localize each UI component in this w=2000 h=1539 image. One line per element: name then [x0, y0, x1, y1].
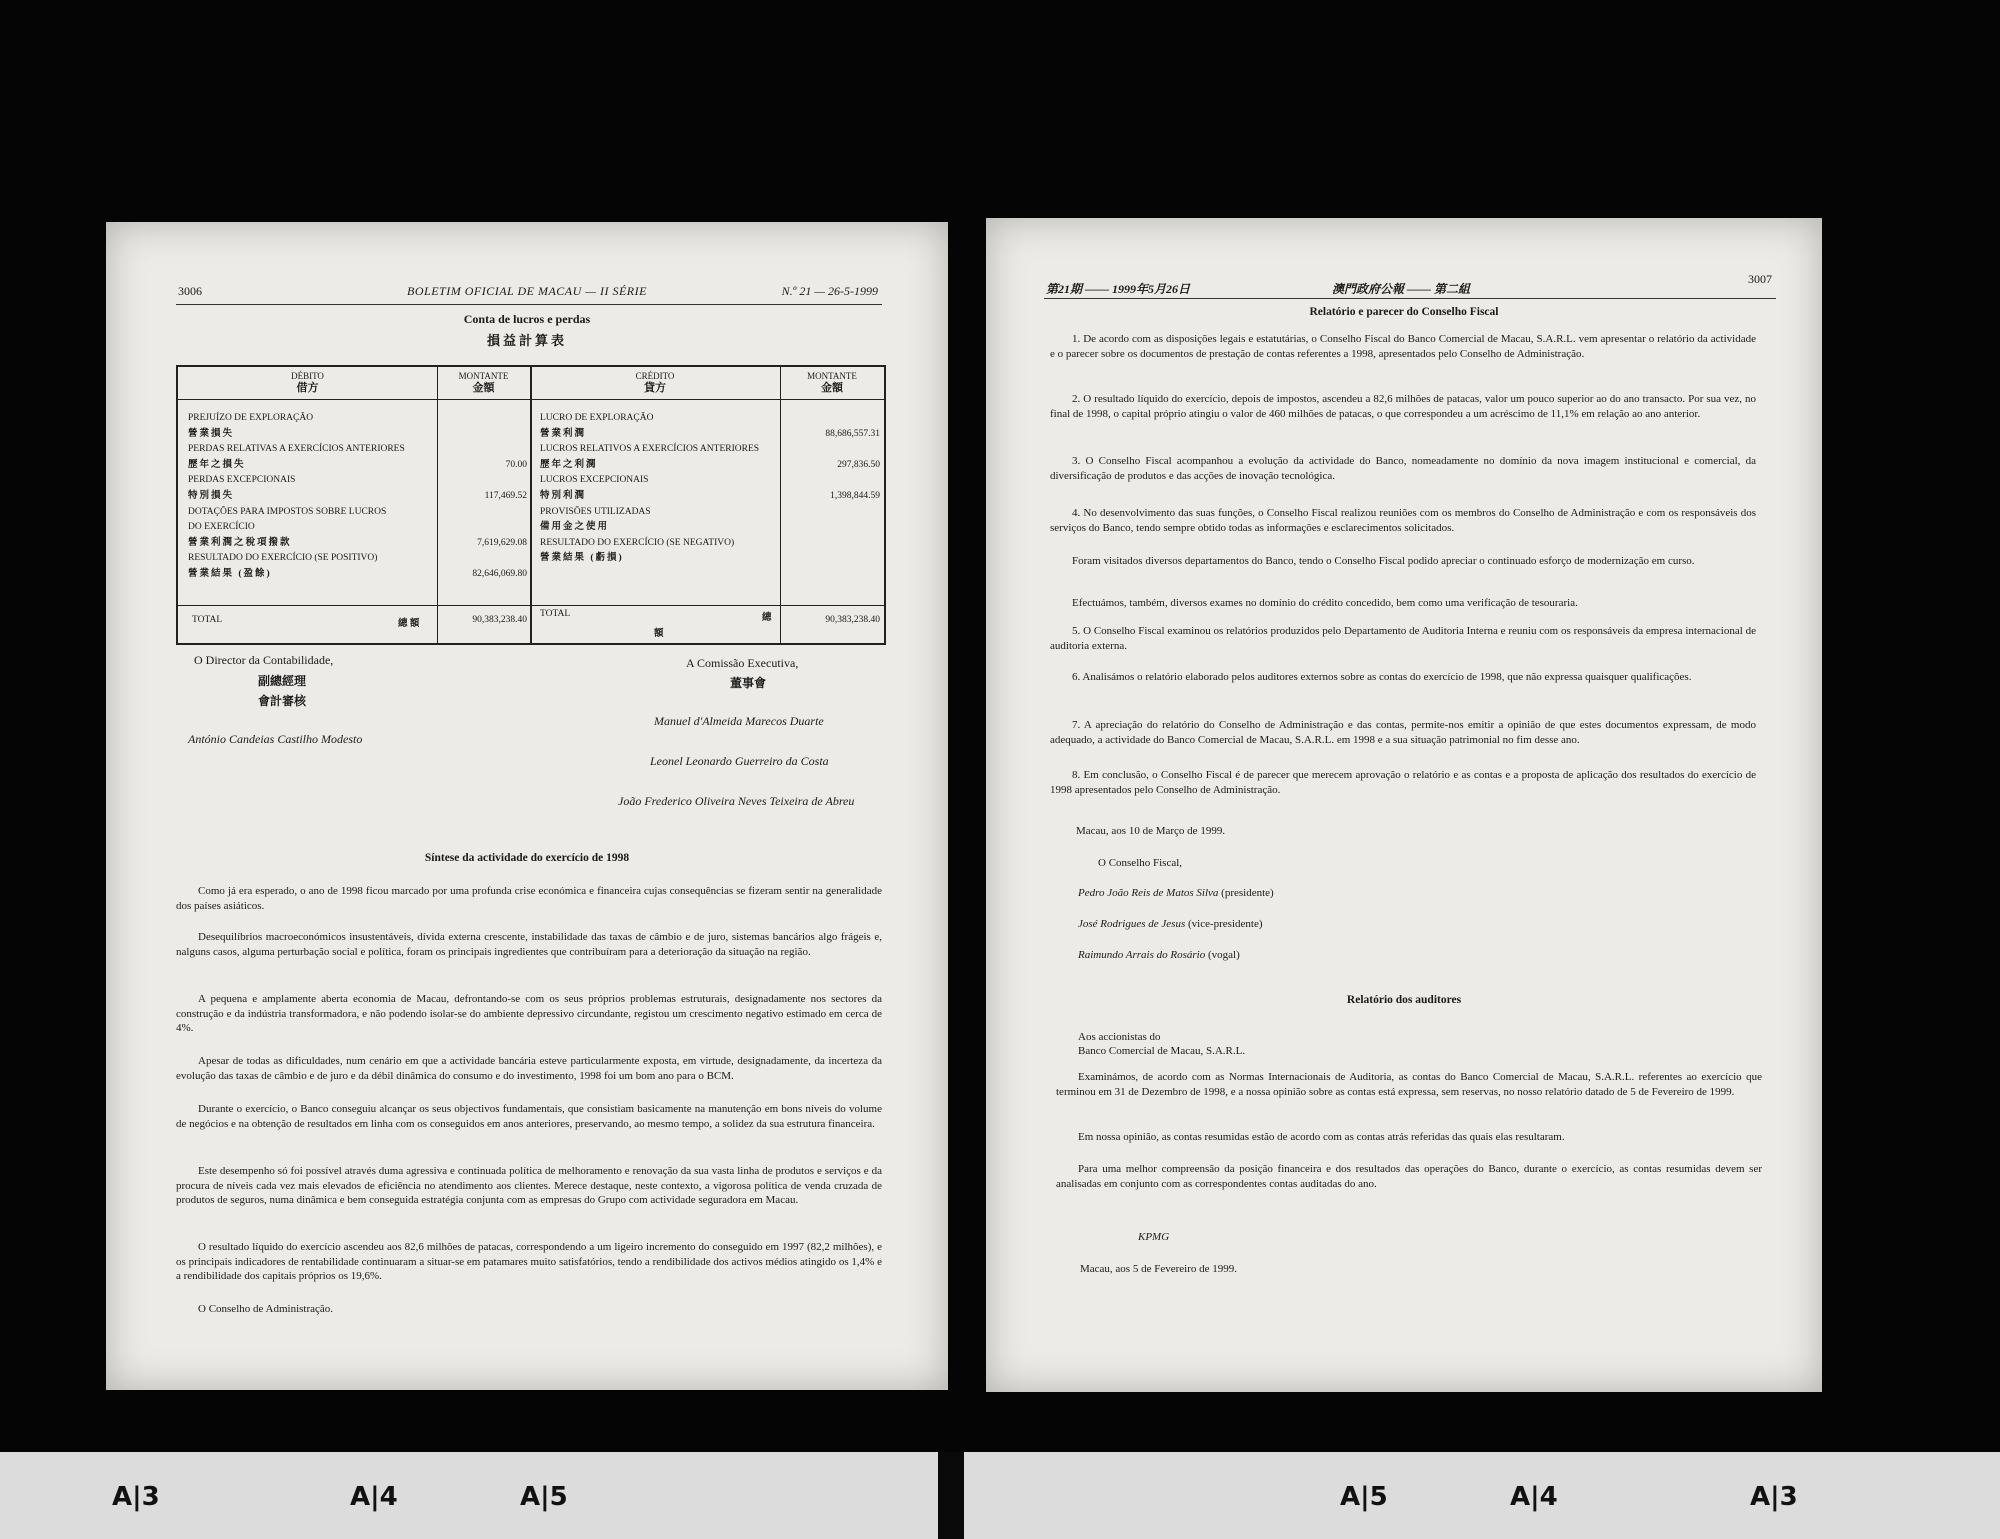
credit-row-label: LUCRO DE EXPLORAÇÃO — [540, 413, 654, 423]
debit-row-label: 歷年之損失 — [188, 459, 246, 470]
synthesis-paragraph: A pequena e amplamente aberta economia de Macau, defrontando-se com os seus próprios problemas estruturais, designadamente nos sectores da construção e da indústria transformadora, e não podendo isolar-se do ambiente depressivo circundante, registou um crescimento negativo estimado em cerca de 4%. — [176, 993, 882, 1034]
profit-loss-table — [176, 365, 886, 645]
synthesis-paragraph: Este desempenho só foi possível através duma agressiva e continuada política de melhoramento e renovação da sua vasta linha de produtos e serviços e da procura de níveis cada vez mais elevados de eficiência no atendimento aos clientes. Merece destaque, neste contexto, a vigorosa política de venda cruzada de produtos de seguros, numa dinâmica e bem conseguida estratégia conjunta com as empresas do Grupo com actividade seguradora em Macau. — [176, 1165, 882, 1206]
debit-row-value: 117,469.52 — [484, 491, 527, 501]
frame-mark: A|4 — [1510, 1482, 1558, 1512]
header-rule — [176, 304, 882, 305]
bulletin-title: BOLETIM OFICIAL DE MACAU — II SÉRIE — [407, 284, 647, 298]
committee-member-2: Leonel Leonardo Guerreiro da Costa — [650, 754, 829, 768]
auditors-paragraph: Examinámos, de acordo com as Normas Internacionais de Auditoria, as contas do Banco Comercial de Macau, S.A.R.L. referentes ao exercício que terminou em 31 de Dezembro de 1998, e a nossa opinião sobre as contas está expressa, sem reservas, no nosso relatório datado de 5 de Fevereiro de 1999. — [1056, 1071, 1762, 1098]
debit-row-value: 82,646,069.80 — [472, 569, 527, 579]
credit-amount-header: MONTANTE 金額 — [807, 371, 857, 394]
issue-number: N.º 21 — 26-5-1999 — [781, 284, 878, 298]
page-number: 3006 — [178, 284, 202, 298]
auditors-firm: KPMG — [1138, 1231, 1170, 1243]
fiscal-paragraph: 1. De acordo com as disposições legais e estatutárias, o Conselho Fiscal do Banco Comercial de Macau, S.A.R.L. vem apresentar o relatório da actividade e o parecer sobre os documentos de prestação de contas referentes a 1998, apresentados pelo Conselho de Administração. — [1050, 333, 1756, 360]
credit-total-label: TOTAL — [540, 609, 571, 619]
fiscal-council-title: Relatório e parecer do Conselho Fiscal — [1309, 306, 1499, 318]
issue-date-zh: 第21期 —— 1999年5月26日 — [1046, 282, 1191, 296]
fiscal-paragraph: 5. O Conselho Fiscal examinou os relatórios produzidos pelo Departamento de Auditoria Interna e reuniu com os responsáveis da empresa internacional de auditoria externa. — [1050, 625, 1756, 652]
executive-committee-zh: 董事會 — [730, 676, 767, 690]
debit-row-label: DO EXERCÍCIO — [188, 522, 255, 533]
fiscal-member: Raimundo Arrais do Rosário (vogal) — [1078, 949, 1240, 961]
debit-row-label: RESULTADO DO EXERCÍCIO (SE POSITIVO) — [188, 553, 378, 564]
synthesis-paragraph: Desequilíbrios macroeconómicos insustentáveis, dívida externa crescente, instabilidade das taxas de câmbio e de juro, sistemas bancários algo frágeis e, nalguns casos, alguma perturbação social e política, foram os principais ingredientes que contribuíram para a deterioração da situação na região. — [176, 931, 882, 958]
auditors-paragraph: Em nossa opinião, as contas resumidas estão de acordo com as contas atrás referidas das quais elas resultaram. — [1078, 1131, 1565, 1143]
synthesis-paragraph: O resultado líquido do exercício ascendeu aos 82,6 milhões de patacas, correspondendo a um ligeiro incremento do conseguido em 1997 (82,2 milhões), e os principais indicadores de rentabilidade continuaram a situar-se em patamares muito satisfatórios, tendo a rendibilidade dos activos médios atingido os 1,4% e a rendibilidade dos capitais próprios os 19,6%. — [176, 1241, 882, 1282]
fiscal-paragraph: 4. No desenvolvimento das suas funções, o Conselho Fiscal realizou reuniões com os membros do Conselho de Administração e com os responsáveis dos serviços do Banco, tendo sempre obtido todas as informações e esclarecimentos solicitados. — [1050, 507, 1756, 534]
synthesis-signoff: O Conselho de Administração. — [198, 1303, 334, 1315]
debit-row-label: 營業損失 — [188, 428, 235, 439]
debit-total-value: 90,383,238.40 — [472, 615, 527, 625]
auditors-addressee: Aos accionistas do — [1078, 1031, 1161, 1043]
committee-member-3: João Frederico Oliveira Neves Teixeira de Abreu — [618, 794, 855, 808]
table-title-zh: 損益計算表 — [486, 333, 567, 348]
auditors-title: Relatório dos auditores — [1346, 994, 1462, 1006]
right-page — [986, 218, 1822, 1392]
table-title: Conta de lucros e perdas — [463, 312, 591, 326]
credit-row-label: 營業結果 (虧損) — [540, 553, 624, 564]
debit-row-label: PREJUÍZO DE EXPLORAÇÃO — [188, 413, 314, 423]
director-name: António Candeias Castilho Modesto — [188, 732, 363, 746]
fiscal-paragraph: 2. O resultado líquido do exercício, depois de impostos, ascendeu a 82,6 milhões de patacas, valor um pouco superior ao do ano transacto. Por sua vez, no final de 1998, o capital próprio atingiu o valor de 460 milhões de patacas, o que correspondeu a um acréscimo de 11,1% em relação ao ano anterior. — [1050, 393, 1756, 420]
credit-row-value: 88,686,557.31 — [825, 428, 880, 439]
auditors-date: Macau, aos 5 de Fevereiro de 1999. — [1080, 1263, 1238, 1275]
debit-amount-header: MONTANTE 金額 — [458, 371, 509, 394]
debit-row-label: PERDAS EXCEPCIONAIS — [188, 475, 296, 486]
auditors-addressee-bank: Banco Comercial de Macau, S.A.R.L. — [1078, 1045, 1246, 1057]
credit-row-label: LUCROS RELATIVOS A EXERCÍCIOS ANTERIORES — [540, 444, 760, 455]
fiscal-paragraph: 3. O Conselho Fiscal acompanhou a evolução da actividade do Banco, nomeadamente no domínio da nova imagem institucional e comercial, da diversificação de produtos e das acções de inovação tecnológica. — [1050, 455, 1756, 482]
fiscal-council-signoff: O Conselho Fiscal, — [1098, 857, 1183, 869]
credit-row-label: RESULTADO DO EXERCÍCIO (SE NEGATIVO) — [540, 537, 735, 548]
credit-row-value: 297,836.50 — [837, 459, 880, 470]
debit-row-label: DOTAÇÕES PARA IMPOSTOS SOBRE LUCROS — [188, 506, 387, 517]
synthesis-paragraph: Apesar de todas as dificuldades, num cenário em que a actividade bancária esteve particularmente exposta, em virtude, designadamente, da incerteza da evolução das taxas de câmbio e de juro e da débil dinâmica do consumo e do investimento, 1998 foi um bom ano para o BCM. — [176, 1055, 882, 1082]
frame-mark: A|5 — [520, 1482, 568, 1512]
fiscal-paragraph: 8. Em conclusão, o Conselho Fiscal é de parecer que merecem aprovação o relatório e as contas e a proposta de aplicação dos resultados do exercício de 1998 apresentados pelo Conselho de Administração. — [1050, 769, 1756, 796]
fiscal-paragraph: 7. A apreciação do relatório do Conselho de Administração e das contas, permite-nos emitir a opinião de que estes documentos expressam, de modo adequado, a actividade do Banco Comercial de Macau, S.A.R.L. em 1998 e a sua situação patrimonial no fim desse ano. — [1050, 719, 1756, 746]
credit-total-zh-b: 額 — [654, 629, 664, 639]
left-page — [106, 222, 948, 1390]
debit-row-label: 特別損失 — [188, 491, 235, 501]
synthesis-paragraph: Durante o exercício, o Banco conseguiu alcançar os seus objectivos fundamentais, que consistiam basicamente na manutenção em bons níveis do volume de negócios e na obtenção de resultados em linha com os conseguidos em anos anteriores, preservando, ao mesmo tempo, a solidez da sua estrutura financeira. — [176, 1103, 882, 1130]
film-strip — [0, 1452, 2000, 1539]
credit-row-label: 備用金之使用 — [540, 522, 610, 533]
credit-row-label: 營業利潤 — [540, 428, 587, 439]
synthesis-paragraph: Como já era esperado, o ano de 1998 ficou marcado por uma profunda crise económica e financeira cujas consequências se fizeram sentir na generalidade dos países asiáticos. — [176, 885, 882, 912]
committee-member-1: Manuel d'Almeida Marecos Duarte — [654, 714, 824, 728]
debit-row-value: 70.00 — [505, 459, 527, 470]
debit-row-label: 營業結果 (盈餘) — [188, 569, 272, 579]
credit-row-value: 1,398,844.59 — [830, 491, 880, 501]
auditors-paragraph: Para uma melhor compreensão da posição financeira e dos resultados das operações do Banco, durante o exercício, as contas resumidas devem ser analisadas em conjunto com as correspondentes contas auditadas do ano. — [1056, 1163, 1762, 1190]
debit-header: DÉBITO 借方 — [291, 371, 324, 394]
debit-row-label: PERDAS RELATIVAS A EXERCÍCIOS ANTERIORES — [188, 444, 405, 455]
debit-total-zh: 總 額 — [398, 619, 420, 629]
credit-row-label: LUCROS EXCEPCIONAIS — [540, 475, 649, 486]
fiscal-date: Macau, aos 10 de Março de 1999. — [1076, 825, 1226, 837]
fiscal-member: Pedro João Reis de Matos Silva (presidente) — [1078, 887, 1274, 899]
credit-header: CRÉDITO 貸方 — [635, 371, 675, 394]
fiscal-member: José Rodrigues de Jesus (vice-presidente) — [1078, 918, 1263, 930]
fiscal-paragraph: Foram visitados diversos departamentos do Banco, tendo o Conselho Fiscal podido apreciar o continuado esforço de modernização em curso. — [1072, 555, 1695, 567]
director-title-zh2: 會計審核 — [258, 694, 307, 708]
frame-mark: A|4 — [350, 1482, 398, 1512]
synthesis-title: Síntese da actividade do exercício de 1998 — [424, 852, 630, 864]
director-title: O Director da Contabilidade, — [194, 653, 334, 667]
credit-row-label: 特別利潤 — [540, 491, 587, 501]
bulletin-title-zh: 澳門政府公報 —— 第二組 — [1332, 282, 1471, 296]
header-rule — [1044, 298, 1776, 299]
fiscal-paragraph: Efectuámos, também, diversos exames no domínio do crédito concedido, bem como uma verificação de tesouraria. — [1072, 597, 1578, 609]
page-number: 3007 — [1748, 272, 1772, 286]
credit-total-value: 90,383,238.40 — [825, 615, 880, 625]
debit-total-label: TOTAL — [192, 615, 223, 625]
credit-total-zh-a: 總 — [762, 613, 772, 623]
credit-row-label: 歷年之利潤 — [540, 459, 598, 470]
credit-row-label: PROVISÕES UTILIZADAS — [540, 506, 651, 517]
debit-row-value: 7,619,629.08 — [477, 537, 527, 548]
executive-committee-title: A Comissão Executiva, — [686, 656, 799, 670]
frame-mark: A|5 — [1340, 1482, 1388, 1512]
director-title-zh1: 副總經理 — [258, 674, 307, 688]
frame-mark: A|3 — [112, 1482, 160, 1512]
fiscal-paragraph: 6. Analisámos o relatório elaborado pelos auditores externos sobre as contas do exercício de 1998, que não expressa quaisquer qualificações. — [1072, 671, 1692, 683]
debit-row-label: 營業利潤之稅項撥款 — [188, 537, 292, 548]
frame-mark: A|3 — [1750, 1482, 1798, 1512]
